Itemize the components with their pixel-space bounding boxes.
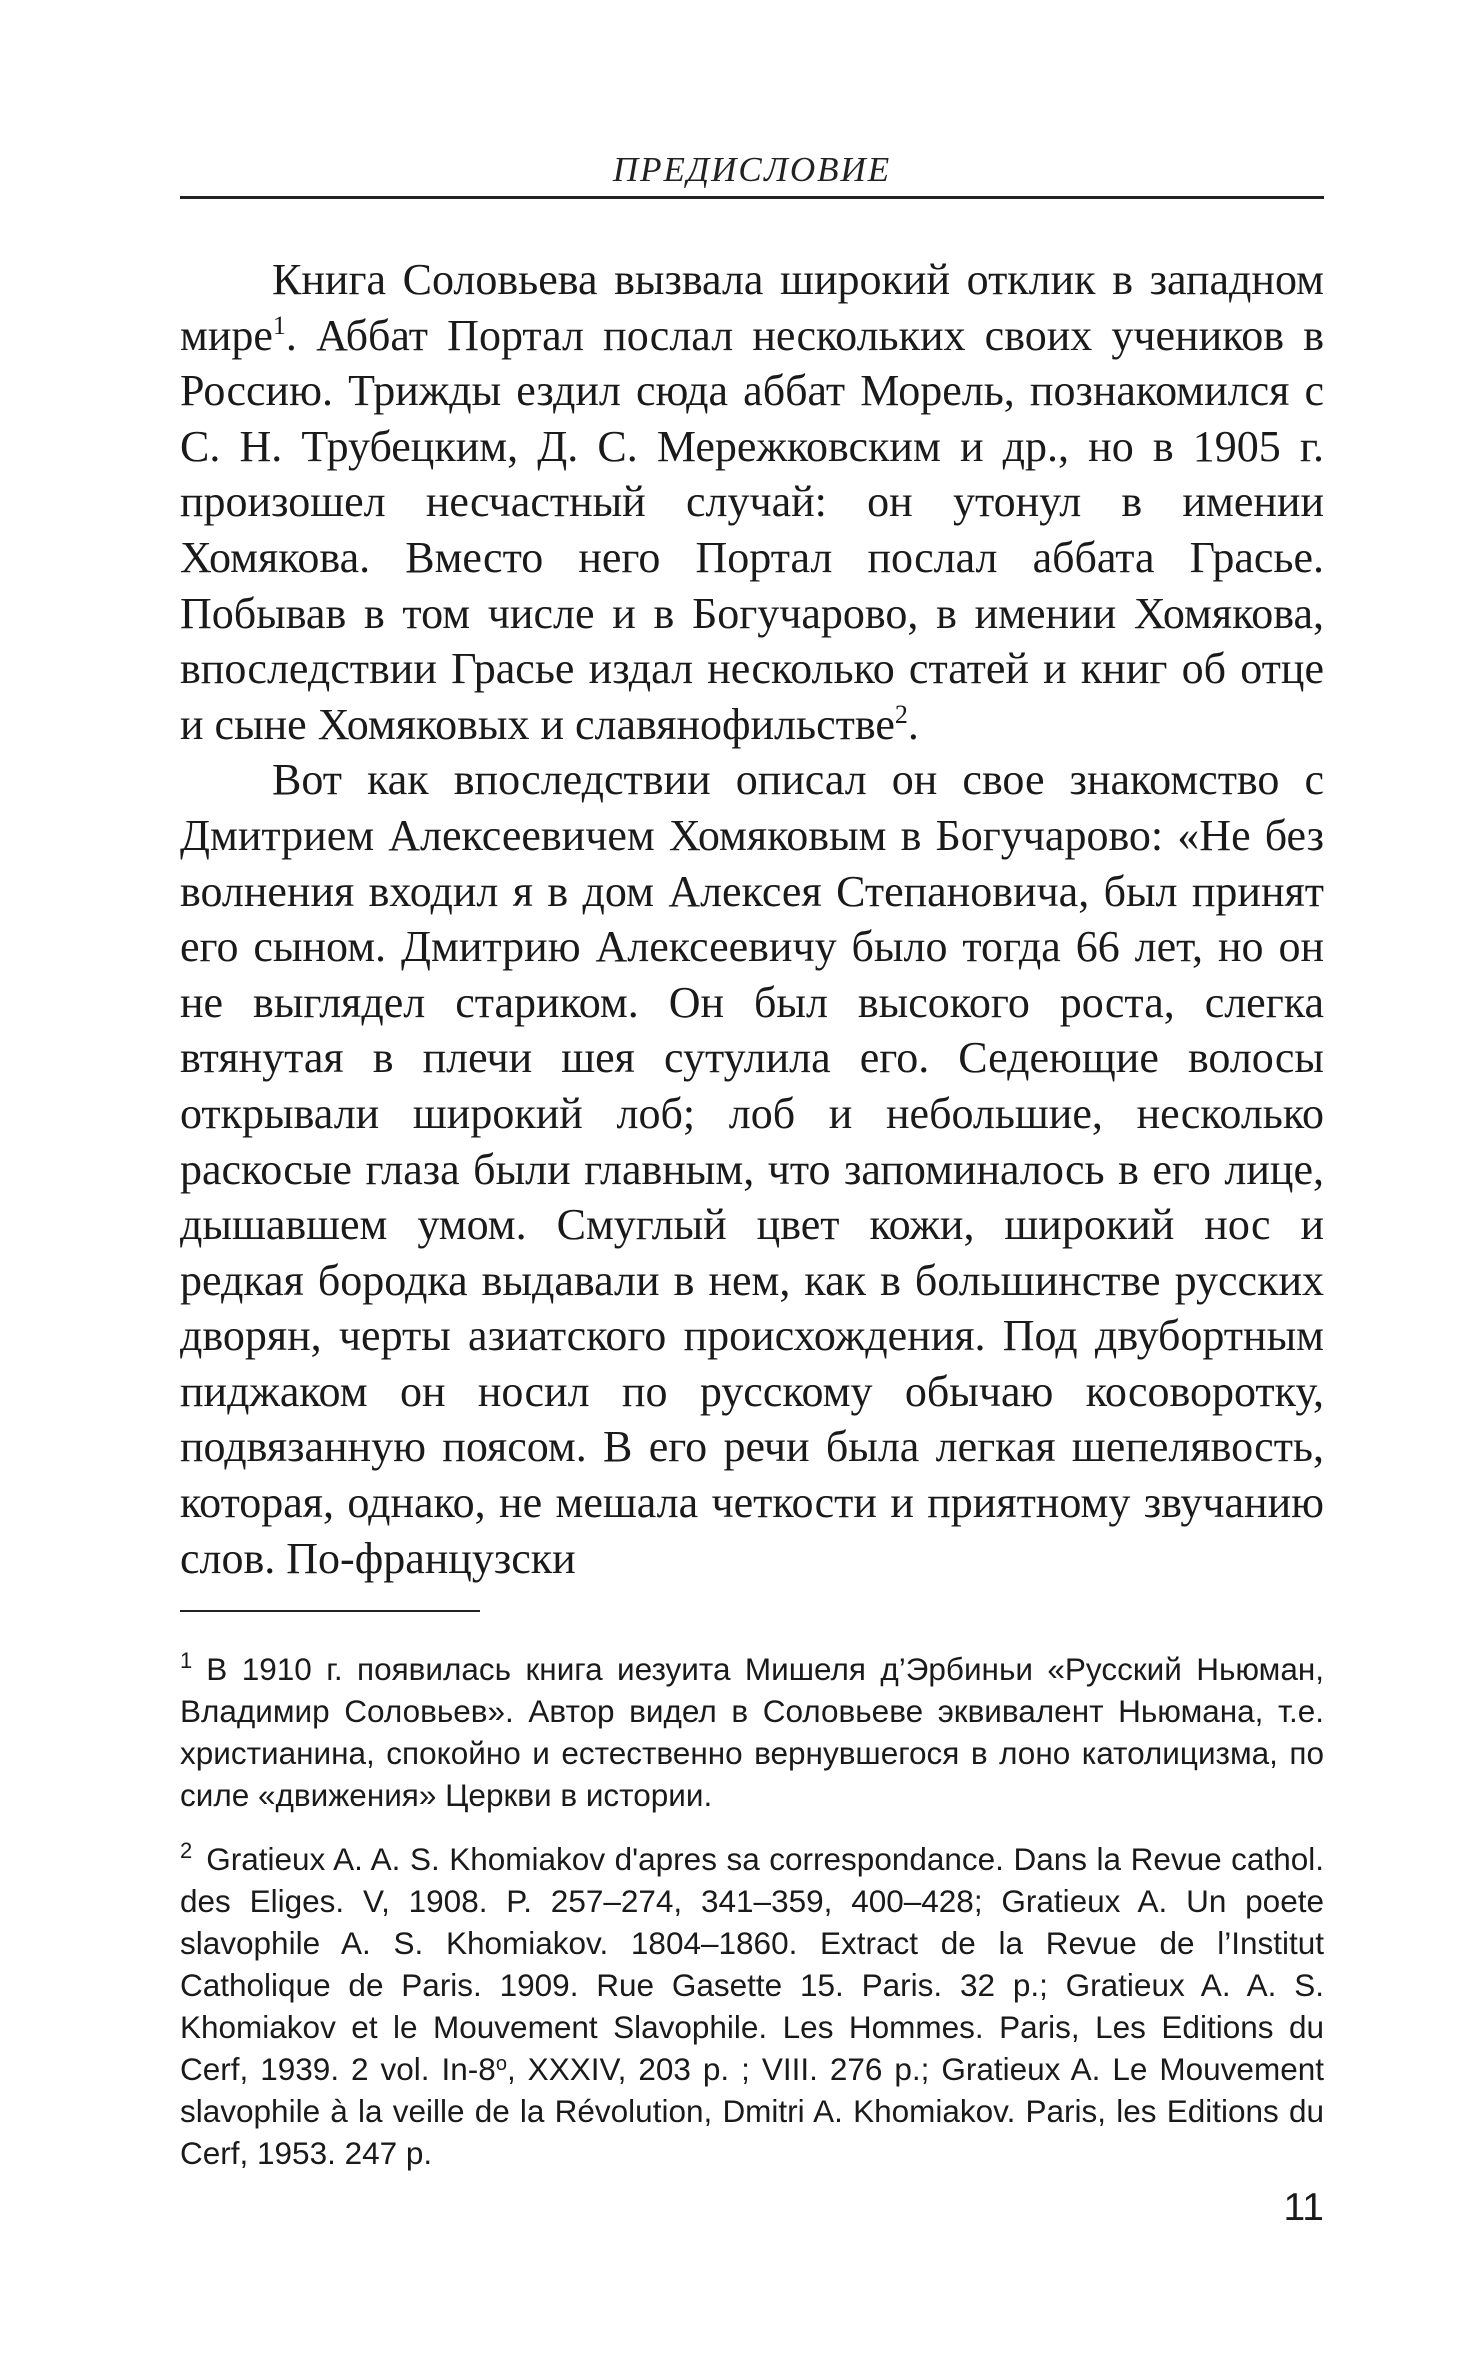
paragraph-1-text-a: Книга Соловьева вызвала широкий отклик в западном мире — [180, 255, 1324, 360]
footnote-1-number: 1 — [180, 1648, 193, 1673]
paragraph-1 — [180, 252, 1324, 752]
paragraph-1-text-b: . Аббат Портал послал нескольких своих учеников в Россию. Трижды ездил сюда аббат Морель, познакомился с С. Н. Трубецким, Д. С. Мережковским и др., но в 1905 г. произошел несчастный случай: он утонул в имении Хомякова. Вместо него Портал послал аббата Грасье. Побывав в том числе и в Богучарово, в имении Хомякова, впоследствии Грасье издал несколько статей и книг об отце и сыне Хомяковых и славянофильстве — [180, 310, 1324, 749]
footnote-ref-2: 2 — [894, 699, 908, 729]
main-text — [180, 252, 1324, 1586]
footnote-separator — [180, 1610, 480, 1612]
header-rule — [180, 196, 1324, 199]
paragraph-1-text-c: . — [907, 699, 919, 749]
footnote-1 — [180, 1640, 1324, 1816]
footnote-2 — [180, 1830, 1324, 2174]
footnote-2-number: 2 — [180, 1838, 193, 1863]
page-number: 11 — [1283, 2186, 1324, 2229]
degree-mark: o — [495, 2053, 507, 2075]
footnote-2-text-a: Gratieux A. A. S. Khomiakov d'apres sa correspondance. Dans la Revue cathol. des Eliges. V, 1908. P. 257–274, 341–359, 400–428; Gratieux A. Un poete slavophile A. S. Khomiakov. 1804–1860. Extract de la Revue de l’Institut Catholique de Paris. 1909. Rue Gasette 15. Paris. 32 p.; Gratieux A. A. S. Khomiakov et le Mouvement Slavophile. Les Hommes. Paris, Les Editions du Cerf, 1939. 2 vol. In-8 — [180, 1841, 1324, 2087]
paragraph-2: Вот как впоследствии описал он свое знакомство с Дмитрием Алексеевичем Хомяковым в Богучарово: «Не без волнения входил я в дом Алексея Степановича, был принят его сыном. Дмитрию Алексеевичу было тогда 66 лет, но он не выглядел стариком. Он был высокого роста, слегка втянутая в плечи шея сутулила его. Седеющие волосы открывали широкий лоб; лоб и небольшие, несколько раскосые глаза были главным, что запоминалось в его лице, дышавшем умом. Смуглый цвет кожи, широкий нос и редкая бородка выдавали в нем, как в большинстве русских дворян, черты азиатского происхождения. Под двубортным пиджаком он носил по русскому обычаю косоворотку, подвязанную поясом. В его речи была легкая шепелявость, которая, однако, не мешала четкости и приятному звучанию слов. По-французски — [180, 755, 1324, 1583]
footnote-1-text: В 1910 г. появилась книга иезуита Мишеля д’Эрбиньи «Русский Ньюман, Владимир Соловьев». Автор видел в Соловьеве эквивалент Ньюмана, т.е. христианина, спокойно и естественно вернувшегося в лоно католицизма, по силе «движения» Церкви в истории. — [180, 1651, 1324, 1813]
footnote-2-text-b: , XXXIV, 203 p. ; VIII. 276 p.; Gratieux A. Le Mouvement slavophile à la veille de la Révolution, Dmitri A. Khomiakov. Paris, les Editions du Cerf, 1953. 247 p. — [180, 2051, 1324, 2171]
footnotes — [180, 1640, 1324, 2188]
footnote-ref-1: 1 — [272, 310, 286, 340]
running-header: ПРЕДИСЛОВИЕ — [612, 150, 892, 189]
